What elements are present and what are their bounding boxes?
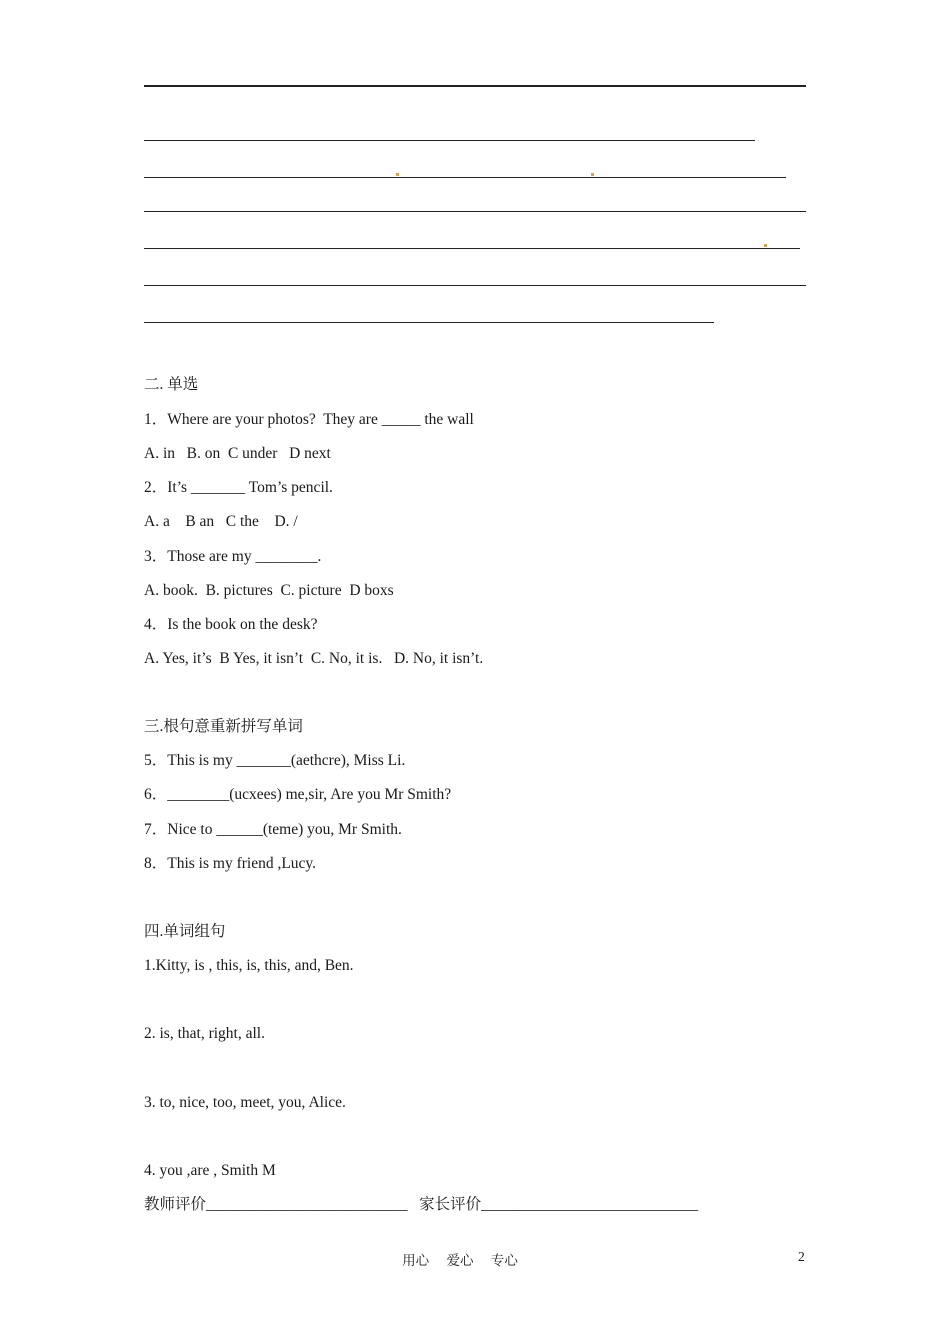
writing-line-top bbox=[144, 85, 806, 87]
options-line: A. a B an C the D. / bbox=[144, 513, 298, 530]
question-line: 4. you ,are , Smith M bbox=[144, 1162, 276, 1179]
question-line: 2．It’s _______ Tom’s pencil. bbox=[144, 479, 333, 496]
question-line: 1.Kitty, is , this, is, this, and, Ben. bbox=[144, 957, 354, 974]
writing-line bbox=[144, 285, 806, 286]
evaluation-line: 教师评价__________________________ 家长评价____________________________ bbox=[144, 1196, 699, 1213]
question-line: 7．Nice to ______(teme) you, Mr Smith. bbox=[144, 821, 402, 838]
mark-dot bbox=[396, 173, 399, 176]
question-line: 4．Is the book on the desk? bbox=[144, 616, 318, 633]
question-line: 6．________(ucxees) me,sir, Are you Mr Smith? bbox=[144, 786, 452, 803]
writing-line bbox=[144, 140, 755, 141]
writing-line bbox=[144, 177, 786, 178]
question-line: 3．Those are my ________. bbox=[144, 548, 322, 565]
options-line: A. Yes, it’s B Yes, it isn’t C. No, it is. D. No, it isn’t. bbox=[144, 650, 484, 667]
section2-heading: 二. 单选 bbox=[144, 376, 199, 393]
mark-dot bbox=[764, 244, 767, 247]
writing-line bbox=[144, 322, 714, 323]
question-line: 5．This is my _______(aethcre), Miss Li. bbox=[144, 752, 406, 769]
mark-dot bbox=[591, 173, 594, 176]
writing-line bbox=[144, 248, 800, 249]
writing-line bbox=[144, 211, 806, 212]
question-line: 3. to, nice, too, meet, you, Alice. bbox=[144, 1094, 346, 1111]
question-line: 8．This is my friend ,Lucy. bbox=[144, 855, 317, 872]
section4-heading: 四.单词组句 bbox=[144, 923, 226, 940]
page-number: 2 bbox=[798, 1249, 805, 1264]
section3-heading: 三.根句意重新拼写单词 bbox=[144, 718, 303, 735]
footer-motto: 用心 爱心 专心 bbox=[402, 1253, 518, 1268]
question-line: 1．Where are your photos? They are _____ the wall bbox=[144, 411, 474, 428]
question-line: 2. is, that, right, all. bbox=[144, 1025, 265, 1042]
options-line: A. book. B. pictures C. picture D boxs bbox=[144, 582, 394, 599]
options-line: A. in B. on C under D next bbox=[144, 445, 331, 462]
